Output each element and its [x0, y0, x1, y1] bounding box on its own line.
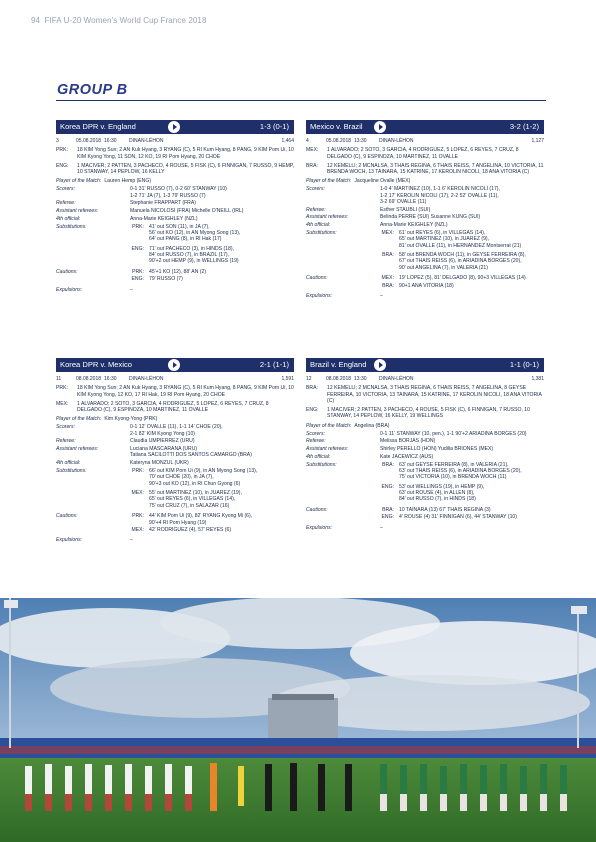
match-header: [56, 120, 294, 134]
match-header: [56, 358, 294, 372]
detail-row: [56, 424, 294, 437]
expulsions-value: –: [130, 286, 133, 293]
match-score: 1-3 (0-1): [259, 122, 289, 131]
cautions-label: Cautions:: [56, 269, 78, 276]
detail-value: [380, 222, 544, 228]
detail-key: Assistant referees:: [306, 214, 349, 221]
detail-line: 0-1 31' RUSSO (7), 0-2 60' STANWAY (10): [130, 186, 227, 193]
substitution-lines: [149, 468, 294, 487]
caution-lines: [149, 527, 294, 533]
match-date: 08.08.2018: [326, 376, 352, 382]
substitution-line: 63' out THAIS REISS (6), in ARIADINA BORGES (20),: [399, 468, 522, 475]
match-date: 08.08.2018: [76, 376, 102, 382]
detail-value: [130, 200, 294, 206]
caution-team: MEX:: [381, 275, 394, 282]
caution-block: [130, 276, 294, 282]
detail-row: [56, 216, 294, 222]
substitution-line: 84' out RUSSO (7), in HINDS (18): [399, 496, 476, 503]
expulsions-label: Expulsions:: [306, 524, 333, 531]
detail-row: [56, 178, 294, 184]
match-number: 4: [306, 138, 309, 144]
match-score: 1-1 (0-1): [509, 360, 539, 369]
lineup-players: 12 KEMELLI; 2 MCNALSA, 3 THAIS REGINA, 6 THAIS REISS, 7 ANGELINA, 10 VICTORIA, 11 BRENDA WOCH, 13 TAINARA, 15 KATRINE, 17 KEROLIN NICOLI, 18 ANA VITORIA (C): [327, 162, 544, 176]
caution-line: 19' LOPEZ (5), 81' DELGADO (8), 90+3 VILLEGAS (14): [399, 275, 526, 282]
expulsions-value: –: [380, 292, 383, 299]
caution-line: 90+1 ANA VITORIA (18): [399, 282, 454, 289]
detail-line: Stephanie FRAPPART (FRA): [130, 200, 196, 207]
detail-value: [130, 424, 294, 437]
substitution-block: [130, 246, 294, 265]
substitution-line: 65' out MARTINEZ (10), in JUAREZ (9),: [399, 236, 490, 243]
expulsions-value: –: [380, 524, 383, 531]
substitution-team: BRA:: [382, 461, 394, 468]
cautions-label: Cautions:: [306, 507, 328, 514]
detail-value: [130, 208, 294, 214]
substitution-block: [380, 230, 544, 249]
lineup-players: 1 MACIVER; 2 PATTEN, 3 PACHECO, 4 ROUSE, 5 FISK (C), 6 FINNIGAN, 7 RUSSO, 10 STANWAY, 14 PEPLOW, 16 KELLY, 19 WELLINGS: [327, 407, 530, 420]
detail-key: Scorers:: [306, 430, 325, 437]
substitution-line: 63' out ROUSE (4), in ALLEN (8),: [399, 489, 475, 496]
substitution-line: 58' out BRENDA WOCH (11), in GEYSE FERREIRA (8),: [399, 251, 526, 258]
detail-key: Referee:: [306, 206, 326, 213]
detail-line: 2-1 82' KIM Kyong Yong (10): [130, 430, 195, 437]
expulsions-label: Expulsions:: [56, 286, 83, 293]
lineup-row: [306, 385, 544, 404]
caution-line: 4' ROUSE (4) 31' FINNIGAN (6), 44' STANWAY (10): [399, 514, 517, 521]
cautions-label: Cautions:: [306, 275, 328, 282]
detail-value: [104, 416, 294, 422]
caution-line: 45'+1 KO (12), 88' AN (2): [149, 269, 207, 276]
detail-value: [130, 446, 294, 459]
lineup-players: 1 MACIVER; 2 PATTEN, 3 PACHECO, 4 ROUSE, 5 FISK (C), 6 FINNIGAN, 7 RUSSO, 9 HEMP, 10 STANWAY, 14 PEPLOW, 16 KELLY: [77, 162, 295, 176]
caution-lines: [399, 275, 544, 281]
substitutions-row: [306, 230, 544, 274]
caution-block: [380, 507, 544, 513]
detail-value: [130, 216, 294, 222]
substitution-block: [380, 462, 544, 481]
lineup-team: BRA:: [306, 385, 318, 392]
substitution-block: [130, 224, 294, 243]
substitution-line: 66' out KIM Pom Ui (9), in AN Myong Song (13),: [149, 468, 258, 475]
cautions-row: [56, 513, 294, 534]
substitution-line: 41' out SON (11), in JA (7),: [149, 223, 210, 230]
lineup-row: [56, 163, 294, 176]
cautions-list: [130, 269, 294, 284]
detail-row: [56, 460, 294, 466]
stadium-photo: [0, 598, 596, 842]
caution-team: BRA:: [382, 507, 394, 514]
substitution-line: 65' out REYES (6), in VILLEGAS (14),: [149, 496, 236, 503]
match-title: Korea DPR v. Mexico: [60, 360, 133, 369]
play-icon[interactable]: [168, 121, 180, 133]
substitution-team: MEX:: [381, 230, 394, 237]
detail-value: [380, 446, 544, 452]
detail-line: Lauren Hemp (ENG): [104, 178, 152, 185]
lineup-row: [306, 147, 544, 160]
substitution-block: [380, 252, 544, 271]
lineup-row: [306, 163, 544, 176]
caution-lines: [399, 283, 544, 289]
match-header: [306, 120, 544, 134]
cautions-row: [306, 507, 544, 522]
detail-row: [306, 423, 544, 429]
match-card-korea-england: [56, 120, 294, 294]
detail-value: [380, 207, 544, 213]
detail-value: [380, 454, 544, 460]
lineup-team: ENG:: [56, 162, 69, 169]
substitution-lines: [399, 484, 544, 503]
match-time: 13:30: [354, 138, 367, 144]
match-attendance: 1,381: [531, 376, 544, 382]
lineup-team: MEX:: [56, 400, 69, 407]
detail-row: [306, 431, 544, 437]
detail-row: [56, 438, 294, 444]
expulsions-row: [56, 537, 294, 543]
match-time: 16:30: [104, 376, 117, 382]
substitutions-row: [56, 468, 294, 512]
detail-line: Angelina (BRA): [354, 422, 390, 429]
detail-line: Belinda PERRE (SUI) Susanne KUNG (SUI): [380, 214, 481, 221]
match-venue: DINAN-LÉHON: [379, 138, 414, 144]
detail-value: [354, 423, 544, 429]
detail-line: Tatiana SACILOTTI DOS SANTOS CAMARGO (BRA): [130, 452, 252, 459]
expulsions-value: –: [130, 537, 133, 544]
caution-block: [380, 283, 544, 289]
substitution-line: 75' out CRUZ (7), in SALAZAR (16): [149, 502, 230, 509]
detail-row: [56, 186, 294, 199]
substitution-line: 84' out RUSSO (7), in BRAZIL (17),: [149, 251, 230, 258]
substitution-line: 81' out OVALLE (11), in HERNANDEZ Montserrat (21): [399, 242, 522, 249]
substitutions-label: Substitutions:: [56, 223, 87, 230]
caution-block: [130, 513, 294, 526]
substitution-team: ENG:: [381, 483, 394, 490]
detail-line: Esther STAUBLI (SUI): [380, 206, 431, 213]
substitutions-label: Substitutions:: [56, 468, 87, 475]
detail-line: 0-1 12' OVALLE (11), 1-1 14' CHOE (20),: [130, 424, 223, 431]
detail-row: [306, 178, 544, 184]
cautions-row: [56, 269, 294, 284]
caution-lines: [399, 514, 544, 520]
detail-line: Melissa BORJAS (HON): [380, 438, 436, 445]
cautions-list: [130, 513, 294, 534]
detail-key: Scorers:: [56, 424, 75, 431]
group-title: GROUP B: [57, 82, 128, 98]
match-venue: DINAN-LÉHON: [129, 138, 164, 144]
detail-key: Referee:: [56, 200, 76, 207]
expulsions-label: Expulsions:: [56, 537, 83, 544]
match-meta: [56, 138, 294, 144]
detail-value: [380, 186, 544, 205]
match-header: [306, 358, 544, 372]
match-card-brazil-england: [306, 358, 544, 532]
substitution-lines: [149, 490, 294, 509]
substitution-team: PRK:: [132, 223, 144, 230]
detail-row: [56, 200, 294, 206]
match-attendance: 1,591: [281, 376, 294, 382]
detail-row: [306, 207, 544, 213]
detail-line: Anna-Marie KEIGHLEY (NZL): [380, 222, 448, 229]
match-title: Brazil v. England: [310, 360, 367, 369]
detail-value: [380, 214, 544, 220]
expulsions-row: [306, 525, 544, 531]
match-card-korea-mexico: [56, 358, 294, 545]
lineup-team: ENG:: [306, 407, 319, 414]
substitutions-row: [56, 224, 294, 268]
match-time: 16:30: [104, 138, 117, 144]
detail-value: [380, 431, 544, 437]
detail-key: 4th official:: [306, 222, 331, 229]
substitution-team: MEX:: [131, 489, 144, 496]
detail-line: Kateryna MONZUL (UKR): [130, 460, 189, 467]
detail-value: [380, 438, 544, 444]
detail-row: [306, 222, 544, 228]
detail-line: 1-0 4' MARTINEZ (10), 1-1 6' KEROLIN NICOLI (17),: [380, 186, 500, 193]
substitutions-list: [130, 468, 294, 512]
detail-line: Kim Kyong-Yong (PRK): [104, 416, 158, 423]
substitutions-label: Substitutions:: [306, 230, 337, 237]
match-date: 05.08.2018: [326, 138, 352, 144]
caution-team: MEX:: [131, 526, 144, 533]
substitution-block: [380, 484, 544, 503]
play-icon[interactable]: [374, 359, 386, 371]
caution-block: [380, 275, 544, 281]
detail-line: Shirley PERELLO (HON) Yudilia BRIONES (MEX): [380, 446, 494, 453]
lineup-team: MEX:: [306, 147, 319, 154]
cautions-list: [380, 275, 544, 290]
detail-value: [130, 438, 294, 444]
detail-line: Claudia UMPIERREZ (URU): [130, 438, 195, 445]
stadium-photo-image: [0, 598, 596, 842]
caution-lines: [149, 513, 294, 526]
detail-key: Assistant referees:: [306, 446, 349, 453]
detail-line: 0-1 11' STANWAY (10, pen.), 1-1 90'+2 ARIADINA BORGES (20): [380, 430, 527, 437]
detail-row: [56, 416, 294, 422]
detail-line: Manuela NICOLOSI (FRA) Michelle O'NEILL (IRL): [130, 208, 244, 215]
cautions-list: [380, 507, 544, 522]
detail-key: Player of the Match:: [306, 178, 352, 185]
match-number: 11: [56, 376, 62, 382]
substitution-line: 61' out REYES (6), in VILLEGAS (14),: [399, 230, 486, 237]
substitution-block: [130, 490, 294, 509]
detail-row: [306, 446, 544, 452]
substitution-line: 90'+2 out HEMP (9), in WELLINGS (19): [149, 258, 239, 265]
detail-value: [130, 186, 294, 199]
substitution-line: 53' out WELLINGS (19), in HEMP (9),: [399, 483, 485, 490]
caution-line: 42' RODRIGUEZ (4), 57' REYES (6): [149, 526, 232, 533]
play-icon[interactable]: [168, 359, 180, 371]
match-date: 05.08.2018: [76, 138, 102, 144]
substitutions-label: Substitutions:: [306, 461, 337, 468]
detail-row: [306, 186, 544, 205]
substitution-lines: [149, 246, 294, 265]
caution-lines: [149, 269, 294, 275]
expulsions-label: Expulsions:: [306, 292, 333, 299]
detail-key: Assistant referees:: [56, 446, 99, 453]
publication-title: FIFA U-20 Women's World Cup France 2018: [44, 16, 207, 25]
substitution-line: 56' out KO (12), in AN Myong Song (13),: [149, 230, 241, 237]
substitution-line: 70' out CHOE (20), in JA (7),: [149, 474, 214, 481]
match-meta: [306, 376, 544, 382]
lineup-team: PRK:: [56, 385, 68, 392]
detail-key: Assistant referees:: [56, 208, 99, 215]
match-venue: DINAN-LÉHON: [129, 376, 164, 382]
detail-value: [130, 460, 294, 466]
caution-block: [130, 527, 294, 533]
caution-lines: [399, 507, 544, 513]
caution-team: BRA:: [382, 282, 394, 289]
expulsions-row: [306, 293, 544, 299]
match-title: Mexico v. Brazil: [310, 122, 363, 131]
match-number: 12: [306, 376, 312, 382]
detail-line: Kate JACEWICZ (AUS): [380, 453, 434, 460]
match-attendance: 1,464: [281, 138, 294, 144]
substitution-team: BRA:: [382, 251, 394, 258]
match-score: 2-1 (1-1): [259, 360, 289, 369]
detail-key: Player of the Match:: [306, 422, 352, 429]
substitutions-list: [380, 230, 544, 274]
group-divider: [56, 100, 546, 101]
caution-line: 44' KIM Pom Ui (9), 82' RYANG Kyong Mi (6),: [149, 513, 253, 520]
lineup-players: 1 ALVARADO; 2 SOTO, 3 GARCIA, 4 RODRIGUEZ, 5 LOPEZ, 6 REYES, 7 CRUZ, 8 DELGADO (C), 9 ESPINOZA, 10 MARTINEZ, 11 OVALLE: [327, 147, 519, 160]
lineup-players: 12 KEMELLI; 2 MCNALSA, 3 THAIS REGINA, 6 THAIS REISS, 7 ANGELINA, 8 GEYSE FERREIRA, 10 VICTORIA, 13 TAINARA, 15 KATRINE, 17 KEROLIN NICOLI, 18 ANA VITORIA (C): [327, 385, 542, 404]
detail-key: Player of the Match:: [56, 178, 102, 185]
substitution-line: 63' out GEYSE FERREIRA (8), in VALERIA (21),: [399, 461, 509, 468]
lineup-row: [56, 147, 294, 160]
detail-row: [56, 446, 294, 459]
substitution-lines: [149, 224, 294, 243]
substitution-line: 90'+3 out KO (12), in RI Chun Gyong (6): [149, 480, 241, 487]
lineup-team: PRK:: [56, 147, 68, 154]
caution-line: 10 TAINARA (13) 67' THAIS REGINA (3): [399, 507, 491, 514]
substitution-line: 75' out VICTORIA (10), in BRENDA WOCH (11): [399, 474, 507, 481]
match-title: Korea DPR v. England: [60, 122, 136, 131]
match-score: 3-2 (1-2): [509, 122, 539, 131]
lineup-players: 1 ALVARADO; 2 SOTO, 3 GARCIA, 4 RODRIGUEZ, 5 LOPEZ, 6 REYES, 7 CRUZ, 8 DELGADO (C), 9 ESPINOZA, 10 MARTINEZ, 11 OVALLE: [77, 400, 269, 414]
detail-key: Scorers:: [306, 186, 325, 193]
lineup-players: 18 KIM Yong Sun; 2 AN Kuk Hyang, 3 RYANG (C), 5 RI Kum Hyang, 8 PANG, 9 KIM Pom Ui, 10 KIM Kyong Yong, 12 KO, 17 RI Hak, 19 RI Pom Hyang, 20 CHOE: [77, 385, 294, 398]
lineup-players: 18 KIM Yong Sun; 2 AN Kuk Hyang, 3 RYANG (C), 5 RI Kum Hyang, 8 PANG, 9 KIM Pom Ui, 10 KIM Kyong Yong, 11 SON, 12 KO, 19 RI Pom Hyang, 20 CHOE: [77, 147, 294, 160]
substitution-line: 90' out ANGELINA (7), in VALERIA (21): [399, 264, 488, 271]
substitution-lines: [399, 462, 544, 481]
substitution-line: 71' out PACHECO (3), in HINDS (18),: [149, 245, 234, 252]
detail-row: [306, 214, 544, 220]
expulsions-row: [56, 287, 294, 293]
detail-line: 3-2 69' OVALLE (11): [380, 198, 427, 205]
match-time: 13:30: [354, 376, 367, 382]
detail-line: Luciana MASCARANA (URU): [130, 446, 198, 453]
substitution-line: 55' out MARTINEZ (10), in JUAREZ (19),: [149, 489, 242, 496]
detail-value: [354, 178, 544, 184]
substitution-lines: [399, 230, 544, 249]
caution-team: ENG:: [131, 276, 144, 283]
match-venue: DINAN-LÉHON: [379, 376, 414, 382]
detail-key: 4th official:: [306, 453, 331, 460]
substitution-line: 67' out THAIS REISS (6), in ARIADINA BORGES (20),: [399, 258, 522, 265]
substitution-team: PRK:: [132, 468, 144, 475]
match-attendance: 1,127: [531, 138, 544, 144]
lineup-team: BRA:: [306, 162, 318, 169]
match-card-mexico-brazil: [306, 120, 544, 301]
lineup-row: [306, 407, 544, 420]
caution-line: 90'+4 RI Pom Hyang (19): [149, 519, 207, 526]
play-icon[interactable]: [374, 121, 386, 133]
match-meta: [56, 376, 294, 382]
caution-lines: [149, 276, 294, 282]
caution-block: [380, 514, 544, 520]
detail-key: Referee:: [56, 438, 76, 445]
detail-key: Player of the Match:: [56, 416, 102, 423]
page-number: 94: [31, 16, 41, 25]
detail-line: 1-2 71' JA (7), 1-3 79' RUSSO (7): [130, 192, 206, 199]
detail-key: 4th official:: [56, 215, 81, 222]
cautions-label: Cautions:: [56, 513, 78, 520]
lineup-row: [56, 401, 294, 414]
match-meta: [306, 138, 544, 144]
detail-row: [306, 454, 544, 460]
detail-key: Referee:: [306, 438, 326, 445]
substitution-lines: [399, 252, 544, 271]
detail-value: [104, 178, 294, 184]
substitution-line: 64' out PANG (8), in RI Hak (17): [149, 236, 222, 243]
detail-line: 1-2 17' KEROLIN NICOLI (17), 2-2 52' OVALLE (11),: [380, 192, 499, 199]
detail-row: [306, 438, 544, 444]
cautions-row: [306, 275, 544, 290]
caution-team: PRK:: [132, 513, 144, 520]
caution-line: 79' RUSSO (7): [149, 276, 183, 283]
substitutions-list: [380, 462, 544, 506]
substitution-block: [130, 468, 294, 487]
detail-key: 4th official:: [56, 460, 81, 467]
page-header: [31, 16, 207, 25]
substitutions-list: [130, 224, 294, 268]
caution-block: [130, 269, 294, 275]
substitutions-row: [306, 462, 544, 506]
caution-team: ENG:: [381, 514, 394, 521]
lineup-row: [56, 385, 294, 398]
detail-line: Jacqueline Ovalle (MEX): [354, 178, 411, 185]
detail-line: Anna-Marie KEIGHLEY (NZL): [130, 215, 198, 222]
substitution-team: ENG:: [131, 245, 144, 252]
detail-key: Scorers:: [56, 186, 75, 193]
match-number: 3: [56, 138, 59, 144]
detail-row: [56, 208, 294, 214]
caution-team: PRK:: [132, 269, 144, 276]
